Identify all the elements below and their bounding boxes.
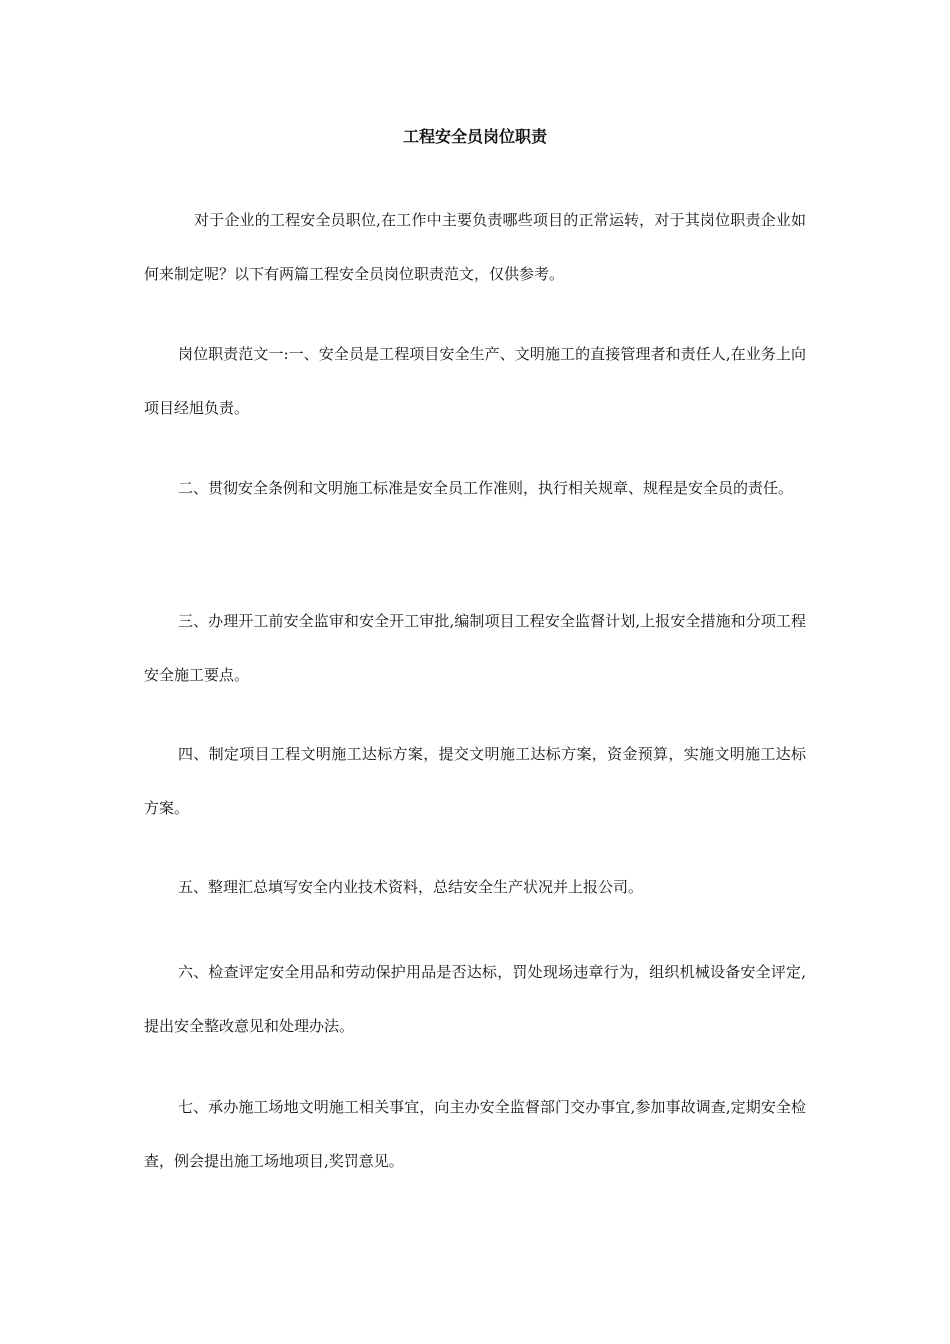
duty-paragraph-6: 六、检查评定安全用品和劳动保护用品是否达标，罚处现场违章行为，组织机械设备安全评定,提出安全整改意见和处理办法。: [144, 963, 806, 1035]
duty-paragraph-5: 五、整理汇总填写安全内业技术资料，总结安全生产状况并上报公司。: [178, 878, 644, 896]
duty-paragraph-4: 四、制定项目工程文明施工达标方案，提交文明施工达标方案，资金预算，实施文明施工达标方案。: [144, 745, 806, 817]
duty-paragraph-3: 三、办理开工前安全监审和安全开工审批,编制项目工程安全监督计划,上报安全措施和分项工程安全施工要点。: [144, 612, 806, 684]
document-title: 工程安全员岗位职责: [402, 127, 547, 146]
duty-paragraph-1: 岗位职责范文一:一、安全员是工程项目安全生产、文明施工的直接管理者和责任人,在业务上向项目经旭负责。: [144, 345, 806, 417]
duty-paragraph-2: 二、贯彻安全条例和文明施工标准是安全员工作准则，执行相关规章、规程是安全员的责任。: [178, 479, 794, 497]
duty-paragraph-7: 七、承办施工场地文明施工相关事宜，向主办安全监督部门交办事宜,参加事故调查,定期安全检查，例会提出施工场地项目,奖罚意见。: [144, 1098, 806, 1170]
intro-paragraph: 对于企业的工程安全员职位,在工作中主要负责哪些项目的正常运转，对于其岗位职责企业如何来制定呢？以下有两篇工程安全员岗位职责范文，仅供参考。: [144, 211, 806, 283]
